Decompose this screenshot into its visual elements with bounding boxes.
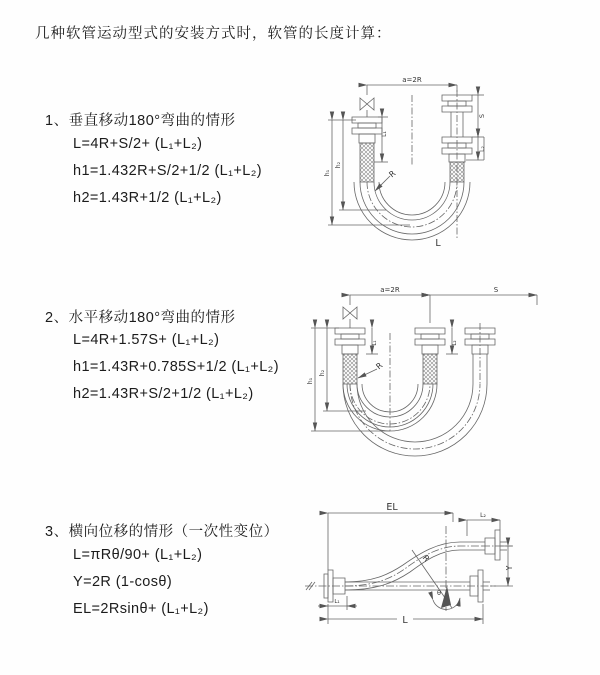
d1-dim-h2: h₂: [335, 161, 342, 169]
d1-dim-l: L: [435, 238, 441, 249]
d3-dim-r: R: [420, 553, 432, 564]
d3-dim-theta: θ: [437, 589, 441, 597]
d3-dim-l: L: [402, 615, 408, 626]
d1-dim-h1: h₁: [324, 169, 331, 177]
d3-dim-l1: L₁: [334, 599, 340, 605]
d2-dim-a2r: a=2R: [380, 286, 400, 294]
d2-dim-l1: L₁: [372, 340, 378, 346]
section-3-formula-l: L=πRθ/90+ (L₁+L₂): [73, 547, 203, 563]
diagram-horizontal-180-bend: [300, 283, 600, 473]
d3-dim-l2: L₂: [480, 512, 486, 519]
d1-dim-a2r: a=2R: [402, 76, 422, 84]
section-2-heading: 2、水平移动180°弯曲的情形: [45, 310, 236, 326]
d1-dim-l1: L₁: [381, 131, 388, 137]
section-1-formula-h1: h1=1.432R+S/2+1/2 (L₁+L₂): [73, 163, 263, 179]
d2-dim-s: S: [493, 286, 499, 294]
section-3-formula-el: EL=2Rsinθ+ (L₁+L₂): [73, 601, 209, 617]
d1-dim-l2: L₂: [479, 146, 486, 152]
section-1-formula-h2: h2=1.43R+1/2 (L₁+L₂): [73, 190, 222, 206]
d2-dim-l2: L₂: [452, 340, 458, 346]
d3-dim-el: EL: [386, 502, 398, 513]
page-title: 几种软管运动型式的安装方式时，软管的长度计算：: [35, 26, 392, 42]
diagram-lateral-displacement: [300, 498, 600, 663]
section-3-formula-y: Y=2R (1-cosθ): [73, 574, 173, 590]
d1-dim-r: R: [387, 168, 398, 180]
section-1-heading: 1、垂直移动180°弯曲的情形: [45, 113, 236, 129]
section-2-formula-h2: h2=1.43R+S/2+1/2 (L₁+L₂): [73, 386, 254, 402]
section-2-formula-l: L=4R+1.57S+ (L₁+L₂): [73, 332, 220, 348]
d2-dim-h1: h₁: [307, 377, 314, 385]
diagram-vertical-180-bend: [300, 70, 600, 260]
section-1-formula-l: L=4R+S/2+ (L₁+L₂): [73, 136, 203, 152]
section-2-formula-h1: h1=1.43R+0.785S+1/2 (L₁+L₂): [73, 359, 279, 375]
d3-dim-y: Y: [505, 565, 514, 571]
section-3-heading: 3、横向位移的情形（一次性变位）: [45, 524, 279, 540]
d2-dim-h2: h₂: [319, 369, 326, 377]
d2-dim-r: R: [374, 360, 385, 372]
d1-dim-s: S: [478, 113, 486, 119]
